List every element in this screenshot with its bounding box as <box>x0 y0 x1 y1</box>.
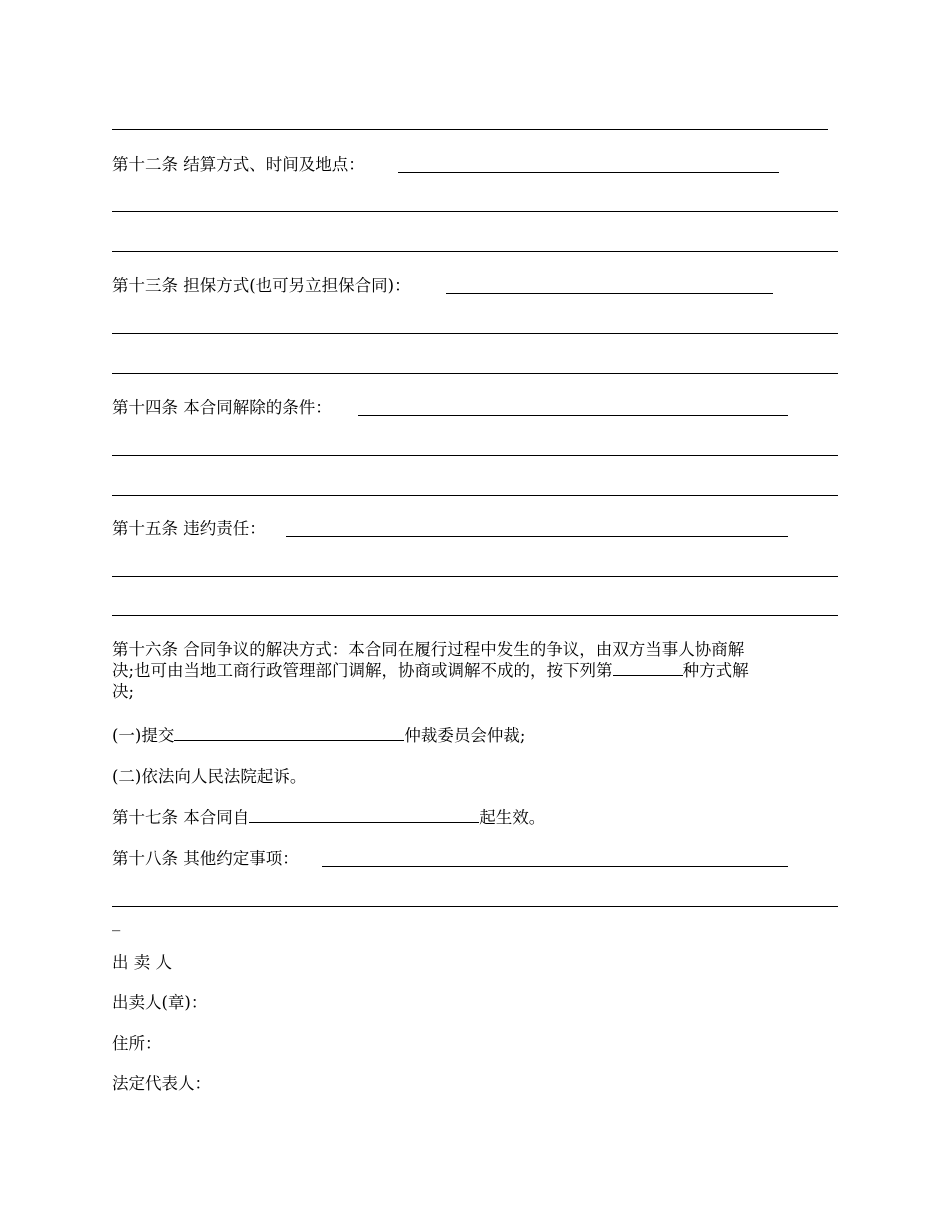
seller-seal-label: 出卖人(章)： <box>112 993 208 1012</box>
blank-line[interactable] <box>112 251 838 252</box>
blank-line[interactable] <box>112 333 838 334</box>
clause-17-text: 第十七条 本合同自 <box>112 808 250 827</box>
blank-line[interactable] <box>112 495 838 496</box>
seller-address-label: 住所： <box>112 1034 162 1053</box>
clause-16-line-1: 第十六条 合同争议的解决方式：本合同在履行过程中发生的争议，由双方当事人协商解 <box>112 640 745 659</box>
blank-line <box>112 129 828 130</box>
clause-14-blank[interactable] <box>358 415 788 416</box>
option-1-tail: 仲裁委员会仲裁; <box>404 726 526 745</box>
seller-legal-rep-label: 法定代表人： <box>112 1074 211 1093</box>
clause-17 <box>112 808 545 828</box>
arbitration-commission-blank[interactable] <box>174 726 404 741</box>
clause-16-line-2 <box>112 661 749 681</box>
clause-15-blank[interactable] <box>286 536 788 537</box>
clause-16-line-3: 决; <box>112 682 135 701</box>
blank-line[interactable] <box>112 211 838 212</box>
blank-line[interactable] <box>112 373 838 374</box>
clause-15-label: 第十五条 违约责任： <box>112 519 266 538</box>
seller-heading: 出 卖 人 <box>112 953 172 972</box>
blank-line[interactable] <box>112 576 838 577</box>
stray-underscore: _ <box>112 912 121 931</box>
blank-line[interactable] <box>112 455 838 456</box>
dispute-method-blank[interactable] <box>613 661 683 676</box>
blank-line[interactable] <box>112 906 838 907</box>
option-1-text: (一)提交 <box>112 726 175 745</box>
clause-18-blank[interactable] <box>322 866 788 867</box>
clause-13-blank[interactable] <box>446 293 773 294</box>
clause-16-line-2-tail: 种方式解 <box>682 661 749 680</box>
clause-17-tail: 起生效。 <box>479 808 546 827</box>
clause-12-label: 第十二条 结算方式、时间及地点： <box>112 155 365 174</box>
clause-14-label: 第十四条 本合同解除的条件： <box>112 398 332 417</box>
blank-line[interactable] <box>112 615 838 616</box>
clause-18-label: 第十八条 其他约定事项： <box>112 849 299 868</box>
clause-12-blank[interactable] <box>398 172 779 173</box>
clause-16-line-2-text: 决;也可由当地工商行政管理部门调解，协商或调解不成的，按下列第 <box>112 661 613 680</box>
option-1 <box>112 726 525 746</box>
effective-date-blank[interactable] <box>249 808 479 823</box>
option-2: (二)依法向人民法院起诉。 <box>112 767 307 786</box>
clause-13-label: 第十三条 担保方式(也可另立担保合同)： <box>112 276 411 295</box>
